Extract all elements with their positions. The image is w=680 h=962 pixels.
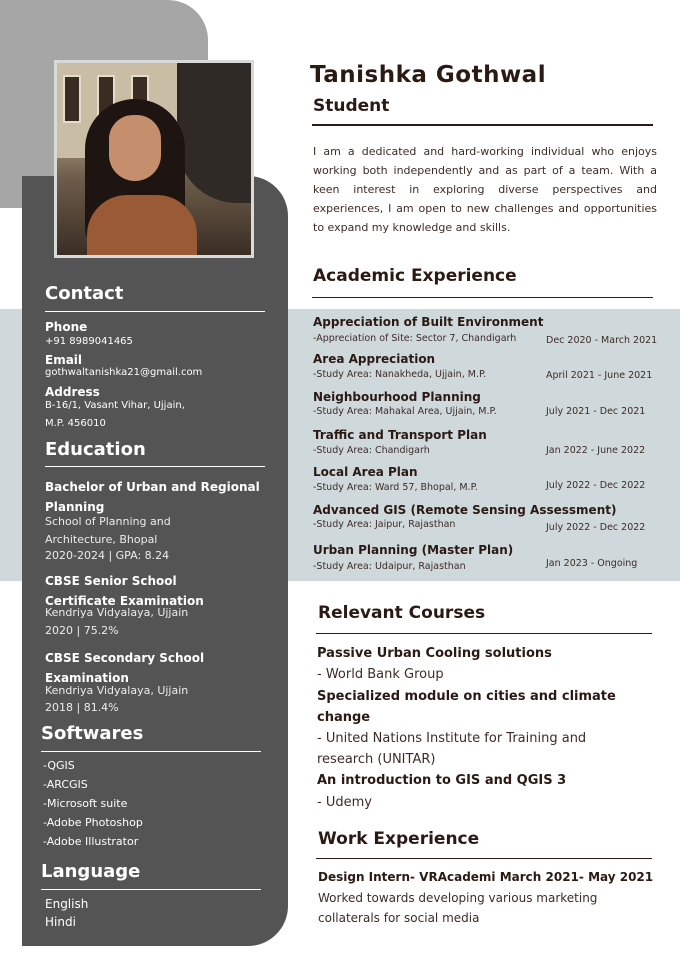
- work-description: Worked towards developing various marketing collaterals for social media: [318, 891, 598, 925]
- header-divider: [312, 124, 653, 126]
- academic-item-date: July 2022 - Dec 2022: [546, 480, 646, 491]
- academic-item-title: Advanced GIS (Remote Sensing Assessment): [313, 503, 617, 517]
- academic-item-title: Area Appreciation: [313, 352, 436, 366]
- work-heading: Work Experience: [318, 829, 480, 849]
- education-item-detail: 2020-2024 | GPA: 8.24: [45, 549, 170, 562]
- software-item: -ARCGIS: [43, 778, 88, 791]
- education-item-detail: 2018 | 81.4%: [45, 701, 119, 714]
- academic-item-sub: -Study Area: Udaipur, Rajasthan: [313, 561, 466, 572]
- course-title: Passive Urban Cooling solutions: [317, 646, 552, 661]
- address-line-2: M.P. 456010: [45, 418, 106, 429]
- education-item-school: School of Planning and Architecture, Bhopal: [45, 515, 171, 546]
- courses-divider: [316, 633, 652, 634]
- education-item-title: CBSE Secondary School Examination: [45, 651, 205, 685]
- email-label: Email: [45, 353, 83, 367]
- education-item-title: Bachelor of Urban and Regional Planning: [45, 480, 260, 514]
- academic-item-date: July 2022 - Dec 2022: [546, 522, 646, 533]
- profile-photo: [54, 60, 254, 258]
- academic-item-title: Local Area Plan: [313, 465, 418, 479]
- education-divider: [45, 466, 265, 467]
- education-item-school: Kendriya Vidyalaya, Ujjain: [45, 606, 189, 619]
- softwares-divider: [41, 751, 261, 752]
- academic-item-date: Jan 2022 - June 2022: [546, 445, 646, 456]
- work-title: Design Intern- VRAcademi March 2021- May 2021: [318, 870, 654, 884]
- academic-item-sub: -Study Area: Ward 57, Bhopal, M.P.: [313, 482, 478, 493]
- phone-value: +91 8989041465: [45, 336, 133, 347]
- course-provider: - World Bank Group: [317, 667, 444, 682]
- academic-item-title: Traffic and Transport Plan: [313, 428, 487, 442]
- academic-item-date: Dec 2020 - March 2021: [546, 335, 658, 346]
- academic-item-date: April 2021 - June 2021: [546, 370, 653, 381]
- courses-heading: Relevant Courses: [318, 603, 486, 623]
- education-item-detail: 2020 | 75.2%: [45, 624, 119, 637]
- software-item: -Adobe Illustrator: [43, 835, 139, 848]
- software-item: -QGIS: [43, 759, 75, 772]
- academic-item-sub: -Study Area: Nanakheda, Ujjain, M.P.: [313, 369, 487, 380]
- language-heading: Language: [41, 861, 141, 882]
- education-heading: Education: [45, 439, 146, 460]
- address-label: Address: [45, 385, 100, 399]
- person-role: Student: [313, 96, 390, 116]
- software-item: -Microsoft suite: [43, 797, 128, 810]
- education-item-school: Kendriya Vidyalaya, Ujjain: [45, 684, 189, 697]
- contact-heading: Contact: [45, 283, 124, 304]
- academic-item-sub: -Appreciation of Site: Sector 7, Chandigarh: [313, 333, 517, 344]
- address-line-1: B-16/1, Vasant Vihar, Ujjain,: [45, 400, 185, 411]
- academic-divider: [312, 297, 653, 298]
- phone-label: Phone: [45, 320, 88, 334]
- language-item: Hindi: [45, 915, 76, 929]
- course-provider: - Udemy: [317, 795, 372, 810]
- academic-item-sub: -Study Area: Mahakal Area, Ujjain, M.P.: [313, 406, 497, 417]
- academic-item-title: Neighbourhood Planning: [313, 390, 481, 404]
- about-text: I am a dedicated and hard-working individual who enjoys working both independently and as part of a team. With a keen interest in exploring diverse perspectives and experiences, I am open to new challenges and opportunities to expand my knowledge and skills.: [313, 145, 657, 234]
- course-provider: - United Nations Institute for Training and research (UNITAR): [317, 731, 587, 767]
- academic-heading: Academic Experience: [313, 266, 517, 286]
- language-divider: [41, 889, 261, 890]
- academic-item-sub: -Study Area: Jaipur, Rajasthan: [313, 519, 456, 530]
- language-item: English: [45, 897, 89, 911]
- academic-item-title: Appreciation of Built Environment: [313, 315, 544, 329]
- academic-item-date: Jan 2023 - Ongoing: [546, 558, 638, 569]
- course-title: Specialized module on cities and climate change: [317, 689, 616, 725]
- person-name: Tanishka Gothwal: [310, 62, 547, 88]
- academic-item-date: July 2021 - Dec 2021: [546, 406, 646, 417]
- softwares-heading: Softwares: [41, 723, 144, 744]
- academic-item-title: Urban Planning (Master Plan): [313, 543, 514, 557]
- work-divider: [316, 858, 652, 859]
- education-item-title: CBSE Senior School Certificate Examination: [45, 574, 204, 608]
- software-item: -Adobe Photoshop: [43, 816, 143, 829]
- email-value: gothwaltanishka21@gmail.com: [45, 367, 203, 378]
- course-title: An introduction to GIS and QGIS 3: [317, 773, 567, 788]
- contact-divider: [45, 311, 265, 312]
- academic-item-sub: -Study Area: Chandigarh: [313, 445, 430, 456]
